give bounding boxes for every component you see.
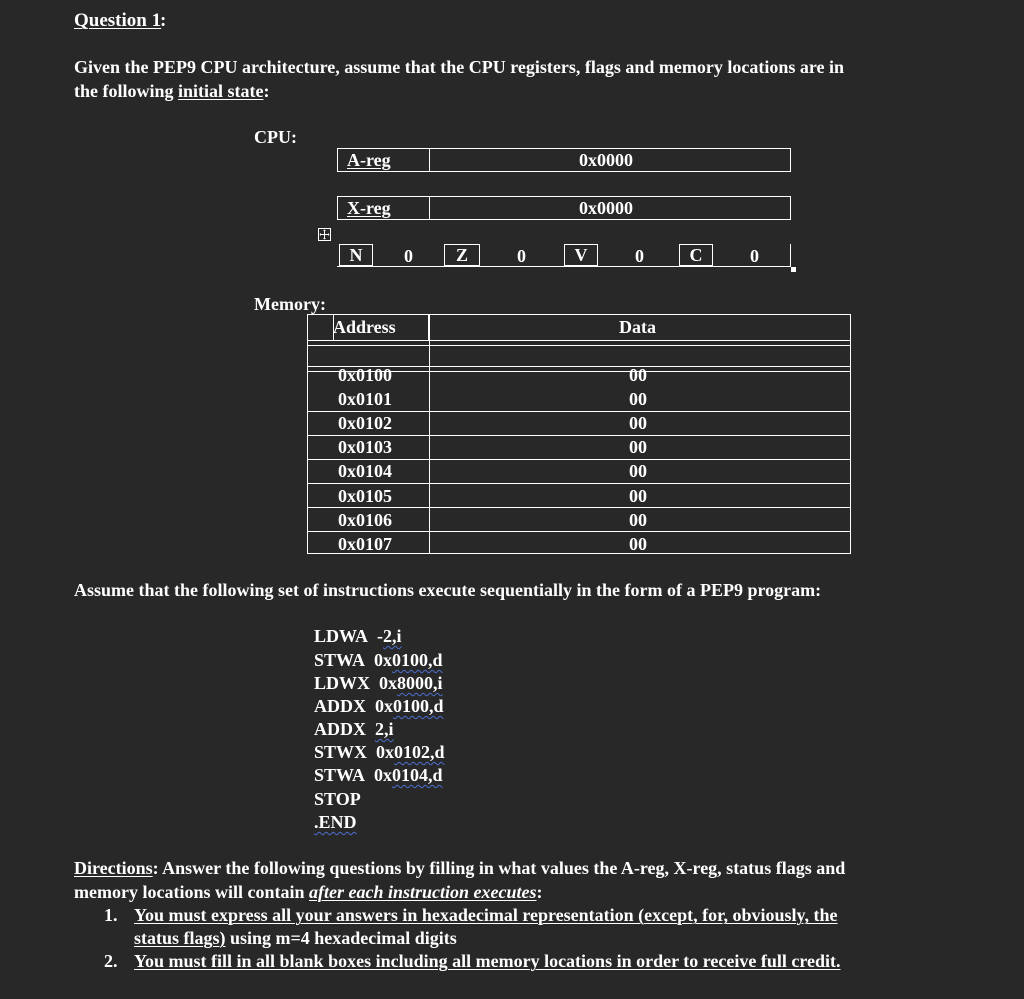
program-line: STWA 0x0100,d: [314, 650, 443, 670]
direction-item-number: 1.: [104, 905, 118, 925]
direction-item-number: 2.: [104, 951, 118, 971]
cpu-label: CPU:: [254, 127, 297, 147]
memory-address: 0x0106: [338, 510, 392, 530]
flag-c-value[interactable]: 0: [750, 246, 759, 266]
intro-line-2: the following initial state:: [74, 81, 270, 101]
program-line: LDWX 0x8000,i: [314, 673, 443, 693]
flag-v-label: V: [564, 244, 598, 266]
x-reg-label: X-reg: [347, 198, 391, 218]
program-line: .END: [314, 812, 357, 832]
flag-n-label: N: [339, 244, 373, 266]
memory-address: 0x0105: [338, 486, 392, 506]
a-reg-value[interactable]: 0x0000: [579, 150, 633, 170]
memory-address: 0x0104: [338, 461, 392, 481]
memory-address: 0x0103: [338, 437, 392, 457]
flag-v-value[interactable]: 0: [635, 246, 644, 266]
program-line: ADDX 2,i: [314, 719, 394, 739]
a-reg-row: [337, 148, 791, 172]
memory-data[interactable]: 00: [629, 389, 647, 409]
memory-data[interactable]: 00: [629, 461, 647, 481]
direction-item-text: You must fill in all blank boxes including all memory locations in order to receive full credit.: [134, 951, 841, 971]
flag-z-label: Z: [444, 244, 480, 266]
move-handle-icon[interactable]: [318, 228, 331, 241]
directions-line-1: Directions: Answer the following questions by filling in what values the A-reg, X-reg, status flags and: [74, 858, 846, 878]
program-line: STOP: [314, 789, 361, 809]
memory-data[interactable]: 00: [629, 486, 647, 506]
question-title-colon: :: [160, 10, 167, 31]
question-title: Question 1: [74, 10, 162, 31]
address-header: Address: [333, 317, 396, 337]
direction-item-text: You must express all your answers in hexadecimal representation (except, for, obviously, the: [134, 905, 838, 925]
x-reg-row: [337, 196, 791, 220]
program-line: STWA 0x0104,d: [314, 765, 443, 785]
memory-data[interactable]: 00: [629, 534, 647, 554]
direction-item-text: status flags) using m=4 hexadecimal digits: [134, 928, 457, 948]
memory-data[interactable]: 00: [629, 510, 647, 530]
memory-address: 0x0101: [338, 389, 392, 409]
flag-n-value[interactable]: 0: [404, 246, 413, 266]
program-line: STWX 0x0102,d: [314, 742, 445, 762]
memory-address: 0x0107: [338, 534, 392, 554]
flag-z-value[interactable]: 0: [517, 246, 526, 266]
program-line: ADDX 0x0100,d: [314, 696, 444, 716]
memory-label: Memory:: [254, 294, 326, 314]
flag-c-label: C: [679, 244, 713, 266]
program-line: LDWA -2,i: [314, 626, 402, 646]
assume-text: Assume that the following set of instructions execute sequentially in the form of a PEP9 program:: [74, 580, 822, 600]
x-reg-value[interactable]: 0x0000: [579, 198, 633, 218]
intro-line-1: Given the PEP9 CPU architecture, assume that the CPU registers, flags and memory locations are in: [74, 57, 845, 77]
memory-address: 0x0100: [338, 365, 392, 385]
data-header: Data: [619, 317, 656, 337]
memory-data[interactable]: 00: [629, 413, 647, 433]
table-resize-handle[interactable]: [791, 267, 796, 272]
memory-data[interactable]: 00: [629, 437, 647, 457]
flags-right-border: [790, 244, 791, 267]
memory-address: 0x0102: [338, 413, 392, 433]
memory-data[interactable]: 00: [629, 365, 647, 385]
directions-line-2: memory locations will contain after each instruction executes:: [74, 882, 543, 902]
a-reg-label: A-reg: [347, 150, 391, 170]
